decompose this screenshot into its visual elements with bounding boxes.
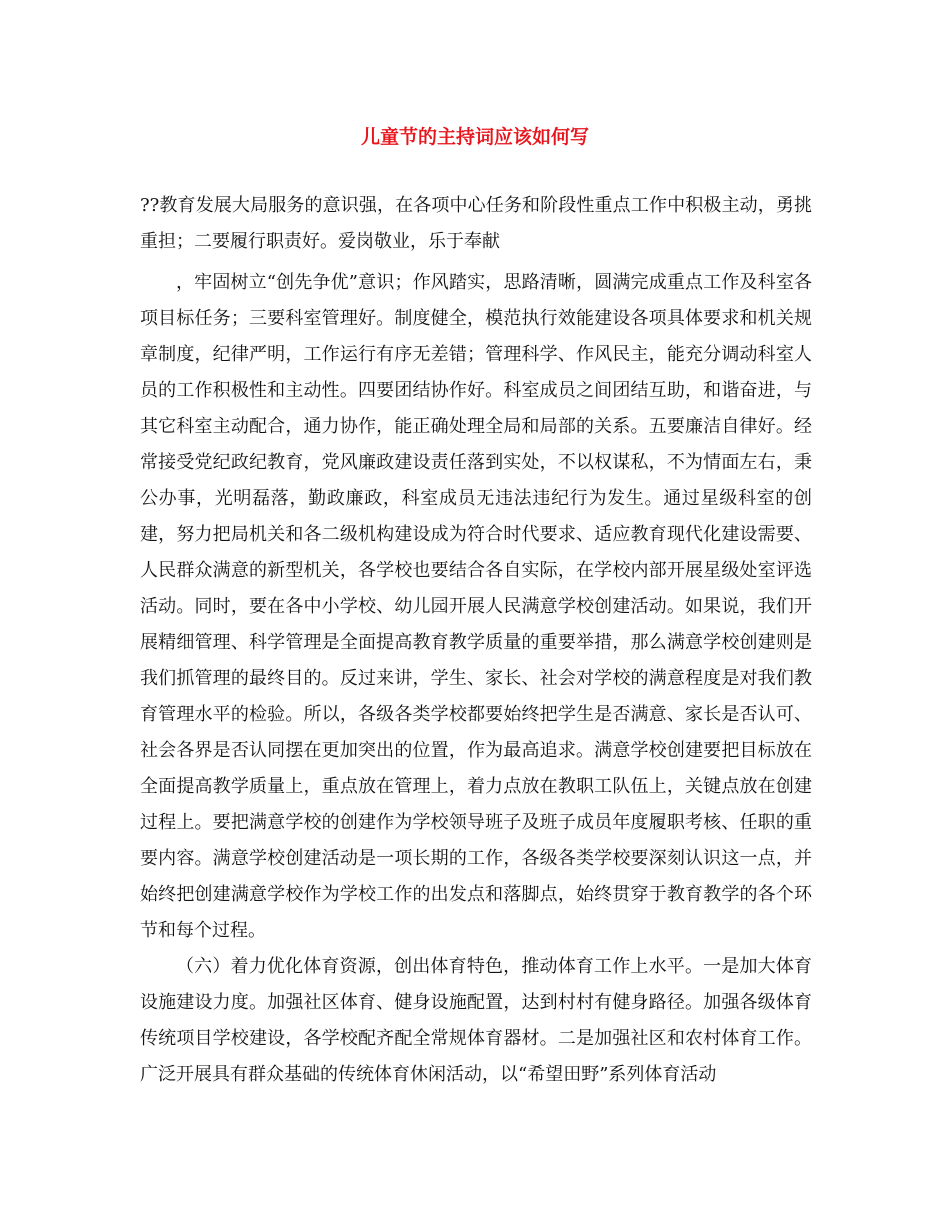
paragraph-2: ，牢固树立“创先争优”意识；作风踏实，思路清晰，圆满完成重点工作及科室各项目标任务；三要科室管理好。制度健全，模范执行效能建设各项具体要求和机关规章制度，纪律严明，工作运行有序无差错；管理科学、作风民主，能充分调动科室人员的工作积极性和主动性。四要团结协作好。科室成员之间团结互助，和谐奋进，与其它科室主动配合，通力协作，能正确处理全局和局部的关系。五要廉洁自律好。经常接受党纪政纪教育，党风廉政建设责任落到实处，不以权谋私，不为情面左右，秉公办事，光明磊落，勤政廉政，科室成员无违法违纪行为发生。通过星级科室的创建，努力把局机关和各二级机构建设成为符合时代要求、适应教育现代化建设需要、人民群众满意的新型机关，各学校也要结合各自实际，在学校内部开展星级处室评选活动。同时，要在各中小学校、幼儿园开展人民满意学校创建活动。如果说，我们开展精细管理、科学管理是全面提高教育教学质量的重要举措，那么满意学校创建则是我们抓管理的最终目的。反过来讲，学生、家长、社会对学校的满意程度是对我们教育管理水平的检验。所以，各级各类学校都要始终把学生是否满意、家长是否认可、社会各界是否认同摆在更加突出的位置，作为最高追求。满意学校创建要把目标放在全面提高教学质量上，重点放在管理上，着力点放在教职工队伍上，关键点放在创建过程上。要把满意学校的创建作为学校领导班子及班子成员年度履职考核、任职的重要内容。满意学校创建活动是一项长期的工作，各级各类学校要深刻认识这一点，并始终把创建满意学校作为学校工作的出发点和落脚点，始终贯穿于教育教学的各个环节和每个过程。 — [140, 272, 812, 941]
document-title: 儿童节的主持词应该如何写 — [360, 126, 589, 148]
paragraph-1: ??教育发展大局服务的意识强，在各项中心任务和阶段性重点工作中积极主动，勇挑重担；二要履行职责好。爱岗敬业，乐于奉献 — [140, 195, 812, 252]
paragraph-3: （六）着力优化体育资源，创出体育特色，推动体育工作上水平。一是加大体育设施建设力度。加强社区体育、健身设施配置，达到村村有健身路径。加强各级体育传统项目学校建设，各学校配齐配全常规体育器材。二是加强社区和农村体育工作。广泛开展具有群众基础的传统体育休闲活动，以“希望田野”系列体育活动 — [140, 956, 812, 1085]
document-body — [140, 188, 812, 1093]
